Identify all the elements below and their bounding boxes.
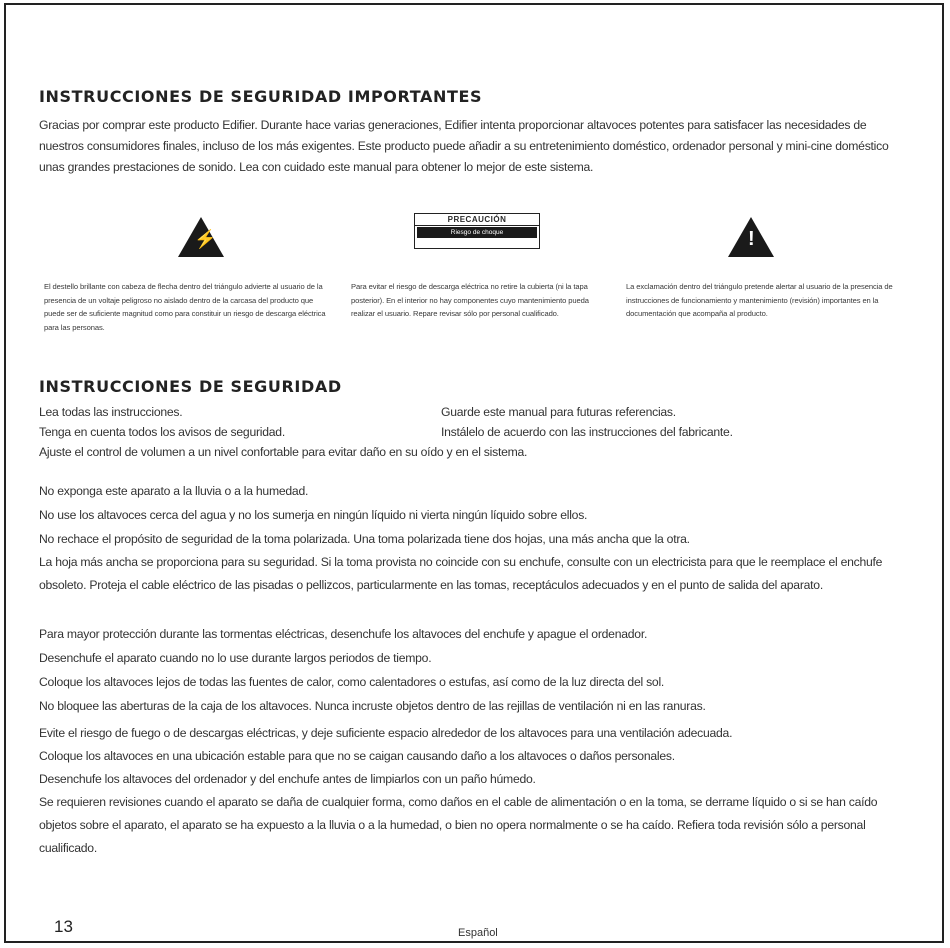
warning-lightning-text: El destello brillante con cabeza de flecha dentro del triángulo advierte al usuario de la presencia de un voltaje peligroso no aislado dentro de la carcasa del producto que puede ser de suficiente magnitud como para constituir un riesgo de descarga eléctrica para las personas. [44,282,326,332]
list-item: Para mayor protección durante las tormentas eléctricas, desenchufe los altavoces del enchufe y apague el ordenador. [39,627,648,641]
list-item: Evite el riesgo de fuego o de descargas eléctricas, y deje suficiente espacio alrededor de los altavoces para una ventilación adecuada. [39,726,733,740]
warning-exclamation-text: La exclamación dentro del triángulo pretende alertar al usuario de la presencia de instrucciones de funcionamiento y mantenimiento (revisión) importantes en la documentación que acompaña al producto. [626,282,893,318]
lightning-warning-icon: ⚡ [178,217,224,257]
manual-page [4,3,944,943]
list-item: No rechace el propósito de seguridad de la toma polarizada. Una toma polarizada tiene dos hojas, una más ancha que la otra. [39,532,690,546]
list-item: No bloquee las aberturas de la caja de los altavoces. Nunca incruste objetos dentro de las rejillas de ventilación ni en las ranuras. [39,699,706,713]
list-item: No use los altavoces cerca del agua y no los sumerja en ningún líquido ni vierta ningún líquido sobre ellos. [39,508,588,522]
safety-list-4 [39,722,909,860]
list-item: La hoja más ancha se proporciona para su seguridad. Si la toma provista no coincide con su enchufe, consulte con un electricista para que le reemplace el enchufe obsoleto. Proteja el cable eléctrico de las pisadas o pellizcos, particularmente en las tomas, receptáculos adecuados y en el punto de salida del aparato. [39,555,883,592]
exclamation-warning-icon: ! [728,217,774,257]
page-language: Español [458,927,498,939]
caution-title: PRECAUCIÓN [415,214,539,226]
page-number: 13 [54,917,73,936]
instruction-install: Instálelo de acuerdo con las instrucciones del fabricante. [441,425,733,439]
list-item: Desenchufe el aparato cuando no lo use durante largos periodos de tiempo. [39,651,432,665]
intro-paragraph: Gracias por comprar este producto Edifier. Durante hace varias generaciones, Edifier intenta proporcionar altavoces potentes para satisfacer las necesidades de nuestros consumidores finales, incluso de los más exigentes. Este producto puede añadir a su entretenimiento doméstico, ordenador personal y mini-cine doméstico unas grandes prestaciones de sonido. Lea con cuidado este manual para obtener lo mejor de este sistema. [39,118,889,174]
list-item: No exponga este aparato a la lluvia o a la humedad. [39,484,309,498]
safety-list-3 [39,622,909,718]
warning-icons-row [6,213,942,263]
warning-caution-text: Para evitar el riesgo de descarga eléctrica no retire la cubierta (ni la tapa posterior). En el interior no hay componentes cuyo mantenimiento pueda realizar el usuario. Repare revisar sólo por personal cualificado. [351,282,589,318]
list-item: Se requieren revisiones cuando el aparato se daña de cualquier forma, como daños en el cable de alimentación o en la toma, se derrame líquido o si se han caído objetos sobre el aparato, el aparato se ha expuesto a la lluvia o a la humedad, o bien no opera normalmente o se ha caído. Refiera toda revisión sólo a personal cualificado. [39,795,878,855]
heading-safety: INSTRUCCIONES DE SEGURIDAD [39,377,342,396]
instruction-keep-manual: Guarde este manual para futuras referencias. [441,405,676,419]
list-item: Coloque los altavoces lejos de todas las fuentes de calor, como calentadores o estufas, así como de la luz directa del sol. [39,675,665,689]
instruction-volume: Ajuste el control de volumen a un nivel confortable para evitar daño en su oído y en el sistema. [39,445,528,459]
safety-list-2 [39,551,909,597]
heading-important-safety: INSTRUCCIONES DE SEGURIDAD IMPORTANTES [39,87,483,106]
caution-label [414,213,540,249]
list-item: Desenchufe los altavoces del ordenador y del enchufe antes de limpiarlos con un paño húmedo. [39,772,536,786]
list-item: Coloque los altavoces en una ubicación estable para que no se caigan causando daño a los altavoces o daños personales. [39,749,675,763]
instruction-read-all: Lea todas las instrucciones. [39,405,183,419]
instruction-heed-warnings: Tenga en cuenta todos los avisos de seguridad. [39,425,285,439]
caution-subtitle-1: Riesgo de choque [417,227,537,238]
safety-list-1 [39,479,909,551]
